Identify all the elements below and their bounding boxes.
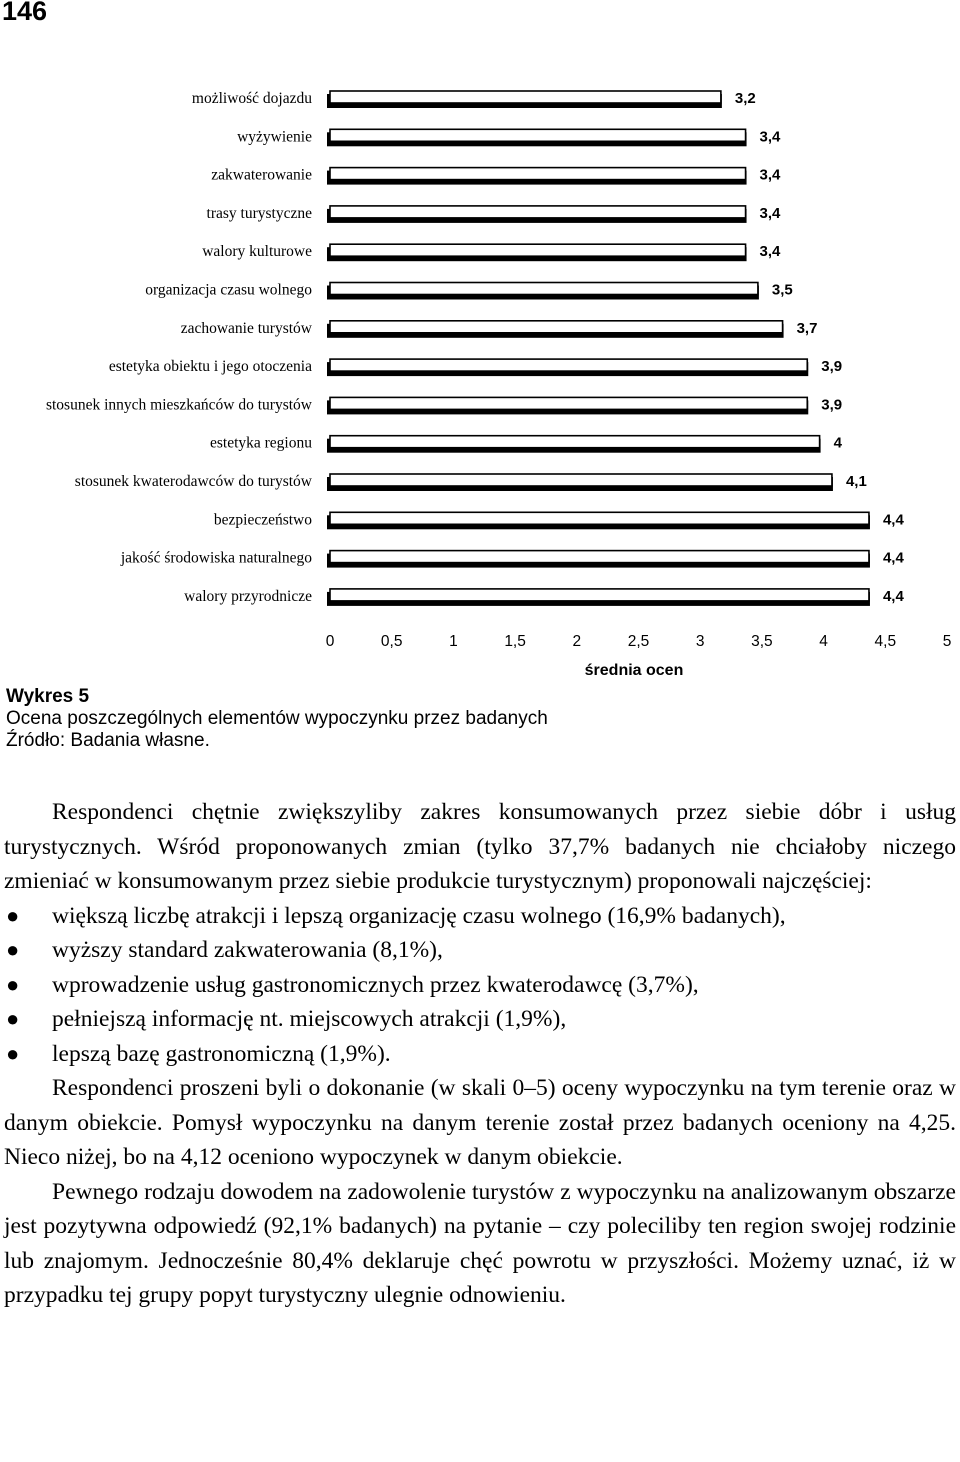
bar	[330, 321, 783, 333]
category-label: estetyka regionu	[209, 434, 312, 452]
category-label: bezpieczeństwo	[213, 511, 312, 529]
data-label: 4	[833, 434, 842, 452]
bullet-icon: ●	[6, 1006, 20, 1031]
x-tick-label: 0	[325, 633, 335, 650]
caption-title: Wykres 5	[6, 686, 90, 707]
bar-chart	[0, 70, 960, 685]
bar	[330, 283, 758, 295]
bullet-icon: ●	[6, 902, 20, 928]
bullet-icon: ●	[6, 971, 20, 997]
list-item	[4, 1002, 956, 1037]
data-label: 4,4	[882, 549, 904, 567]
bullet-list	[4, 899, 956, 1072]
category-label: walory kulturowe	[202, 243, 312, 261]
bullet-icon: ●	[6, 937, 20, 962]
category-label: organizacja czasu wolnego	[145, 281, 312, 299]
bar	[330, 589, 869, 601]
x-tick-label: 3	[695, 633, 705, 650]
caption-source: Źródło: Badania własne.	[6, 730, 210, 751]
bar	[330, 91, 721, 103]
x-tick-label: 4,5	[874, 633, 897, 650]
list-item	[4, 899, 956, 934]
data-label: 4,4	[882, 511, 904, 529]
list-item	[4, 968, 956, 1003]
x-axis-ticks	[326, 633, 952, 650]
category-label: stosunek kwaterodawców do turystów	[74, 473, 312, 490]
category-label: stosunek innych mieszkańców do turystów	[45, 396, 312, 414]
data-label: 4,4	[882, 587, 904, 605]
bar	[330, 512, 869, 524]
data-label: 3,5	[771, 281, 793, 299]
bar	[330, 436, 820, 448]
data-label: 3,4	[759, 166, 781, 184]
data-label: 3,4	[759, 243, 781, 261]
bar	[330, 129, 746, 141]
bar	[330, 359, 807, 371]
list-item	[4, 1037, 956, 1072]
paragraph-1: Respondenci chętnie zwiększyliby zakres konsumowanych przez siebie dóbr i usług turystycznych. Wśród proponowanych zmian (tylko 37,7% badanych nie chciałoby niczego zmieniać w konsumowanym przez siebie produkcie turystycznym) proponowali najczęściej:	[4, 799, 956, 894]
x-axis-title: średnia ocen	[584, 662, 684, 679]
data-label: 3,7	[796, 319, 818, 337]
category-label: trasy turystyczne	[206, 204, 312, 222]
x-tick-label: 4	[819, 633, 828, 650]
page-number: 146	[2, 0, 48, 26]
category-label: jakość środowiska naturalnego	[120, 549, 312, 567]
figure-caption	[6, 686, 548, 752]
bar	[330, 551, 869, 563]
paragraph-3: Pewnego rodzaju dowodem na zadowolenie turystów z wypoczynku na analizowanym obszarze jest pozytywna odpowiedź (92,1% badanych) na pytanie – czy poleciliby ten region swojej rodzinie lub znajomym. Jednocześnie 80,4% deklaruje chęć powrotu w przyszłości. Możemy uznać, iż w przypadku tej grupy popyt turystyczny ulegnie odnowieniu.	[4, 1178, 956, 1308]
data-label: 3,2	[734, 90, 756, 107]
x-tick-label: 2	[572, 633, 582, 650]
bar	[330, 206, 746, 218]
x-tick-label: 5	[942, 633, 952, 650]
list-item-text: pełniejszą informację nt. miejscowych atrakcji (1,9%),	[52, 1006, 567, 1032]
category-label: możliwość dojazdu	[191, 90, 312, 107]
body-text	[4, 795, 956, 1313]
category-label: walory przyrodnicze	[184, 587, 312, 605]
list-item-text: większą liczbę atrakcji i lepszą organizację czasu wolnego (16,9% badanych),	[52, 902, 786, 929]
paragraph-2: Respondenci proszeni byli o dokonanie (w skali 0–5) oceny wypoczynku na tym terenie oraz w danym obiekcie. Pomysł wypoczynku na danym terenie został przez badanych oceniony na 4,25. Nieco niżej, bo na 4,12 oceniono wypoczynek w danym obiekcie.	[4, 1075, 956, 1170]
x-tick-label: 1,5	[504, 633, 526, 650]
list-item-text: wprowadzenie usług gastronomicznych przez kwaterodawcę (3,7%),	[52, 971, 699, 998]
list-item-text: lepszą bazę gastronomiczną (1,9%).	[52, 1040, 391, 1067]
data-label: 3,4	[759, 128, 781, 146]
data-label: 4,1	[845, 473, 867, 490]
x-tick-label: 2,5	[627, 633, 650, 650]
category-labels	[46, 90, 313, 605]
x-tick-label: 1	[449, 633, 458, 650]
data-label: 3,9	[821, 396, 843, 414]
data-label: 3,4	[759, 204, 781, 222]
category-label: estetyka obiektu i jego otoczenia	[108, 358, 312, 376]
list-item-text: wyższy standard zakwaterowania (8,1%),	[52, 937, 443, 963]
bullet-icon: ●	[6, 1040, 20, 1066]
bar	[330, 244, 746, 256]
caption-subtitle: Ocena poszczególnych elementów wypoczynku przez badanych	[6, 708, 548, 729]
bar	[330, 397, 807, 409]
list-item	[4, 933, 956, 968]
category-label: zakwaterowanie	[211, 166, 312, 184]
bar	[330, 474, 832, 486]
bar	[330, 168, 746, 180]
category-label: zachowanie turystów	[180, 319, 312, 337]
bars	[327, 91, 870, 606]
category-label: wyżywienie	[237, 128, 312, 146]
data-label: 3,9	[821, 358, 843, 376]
x-tick-label: 0,5	[380, 633, 403, 650]
x-tick-label: 3,5	[751, 633, 773, 650]
